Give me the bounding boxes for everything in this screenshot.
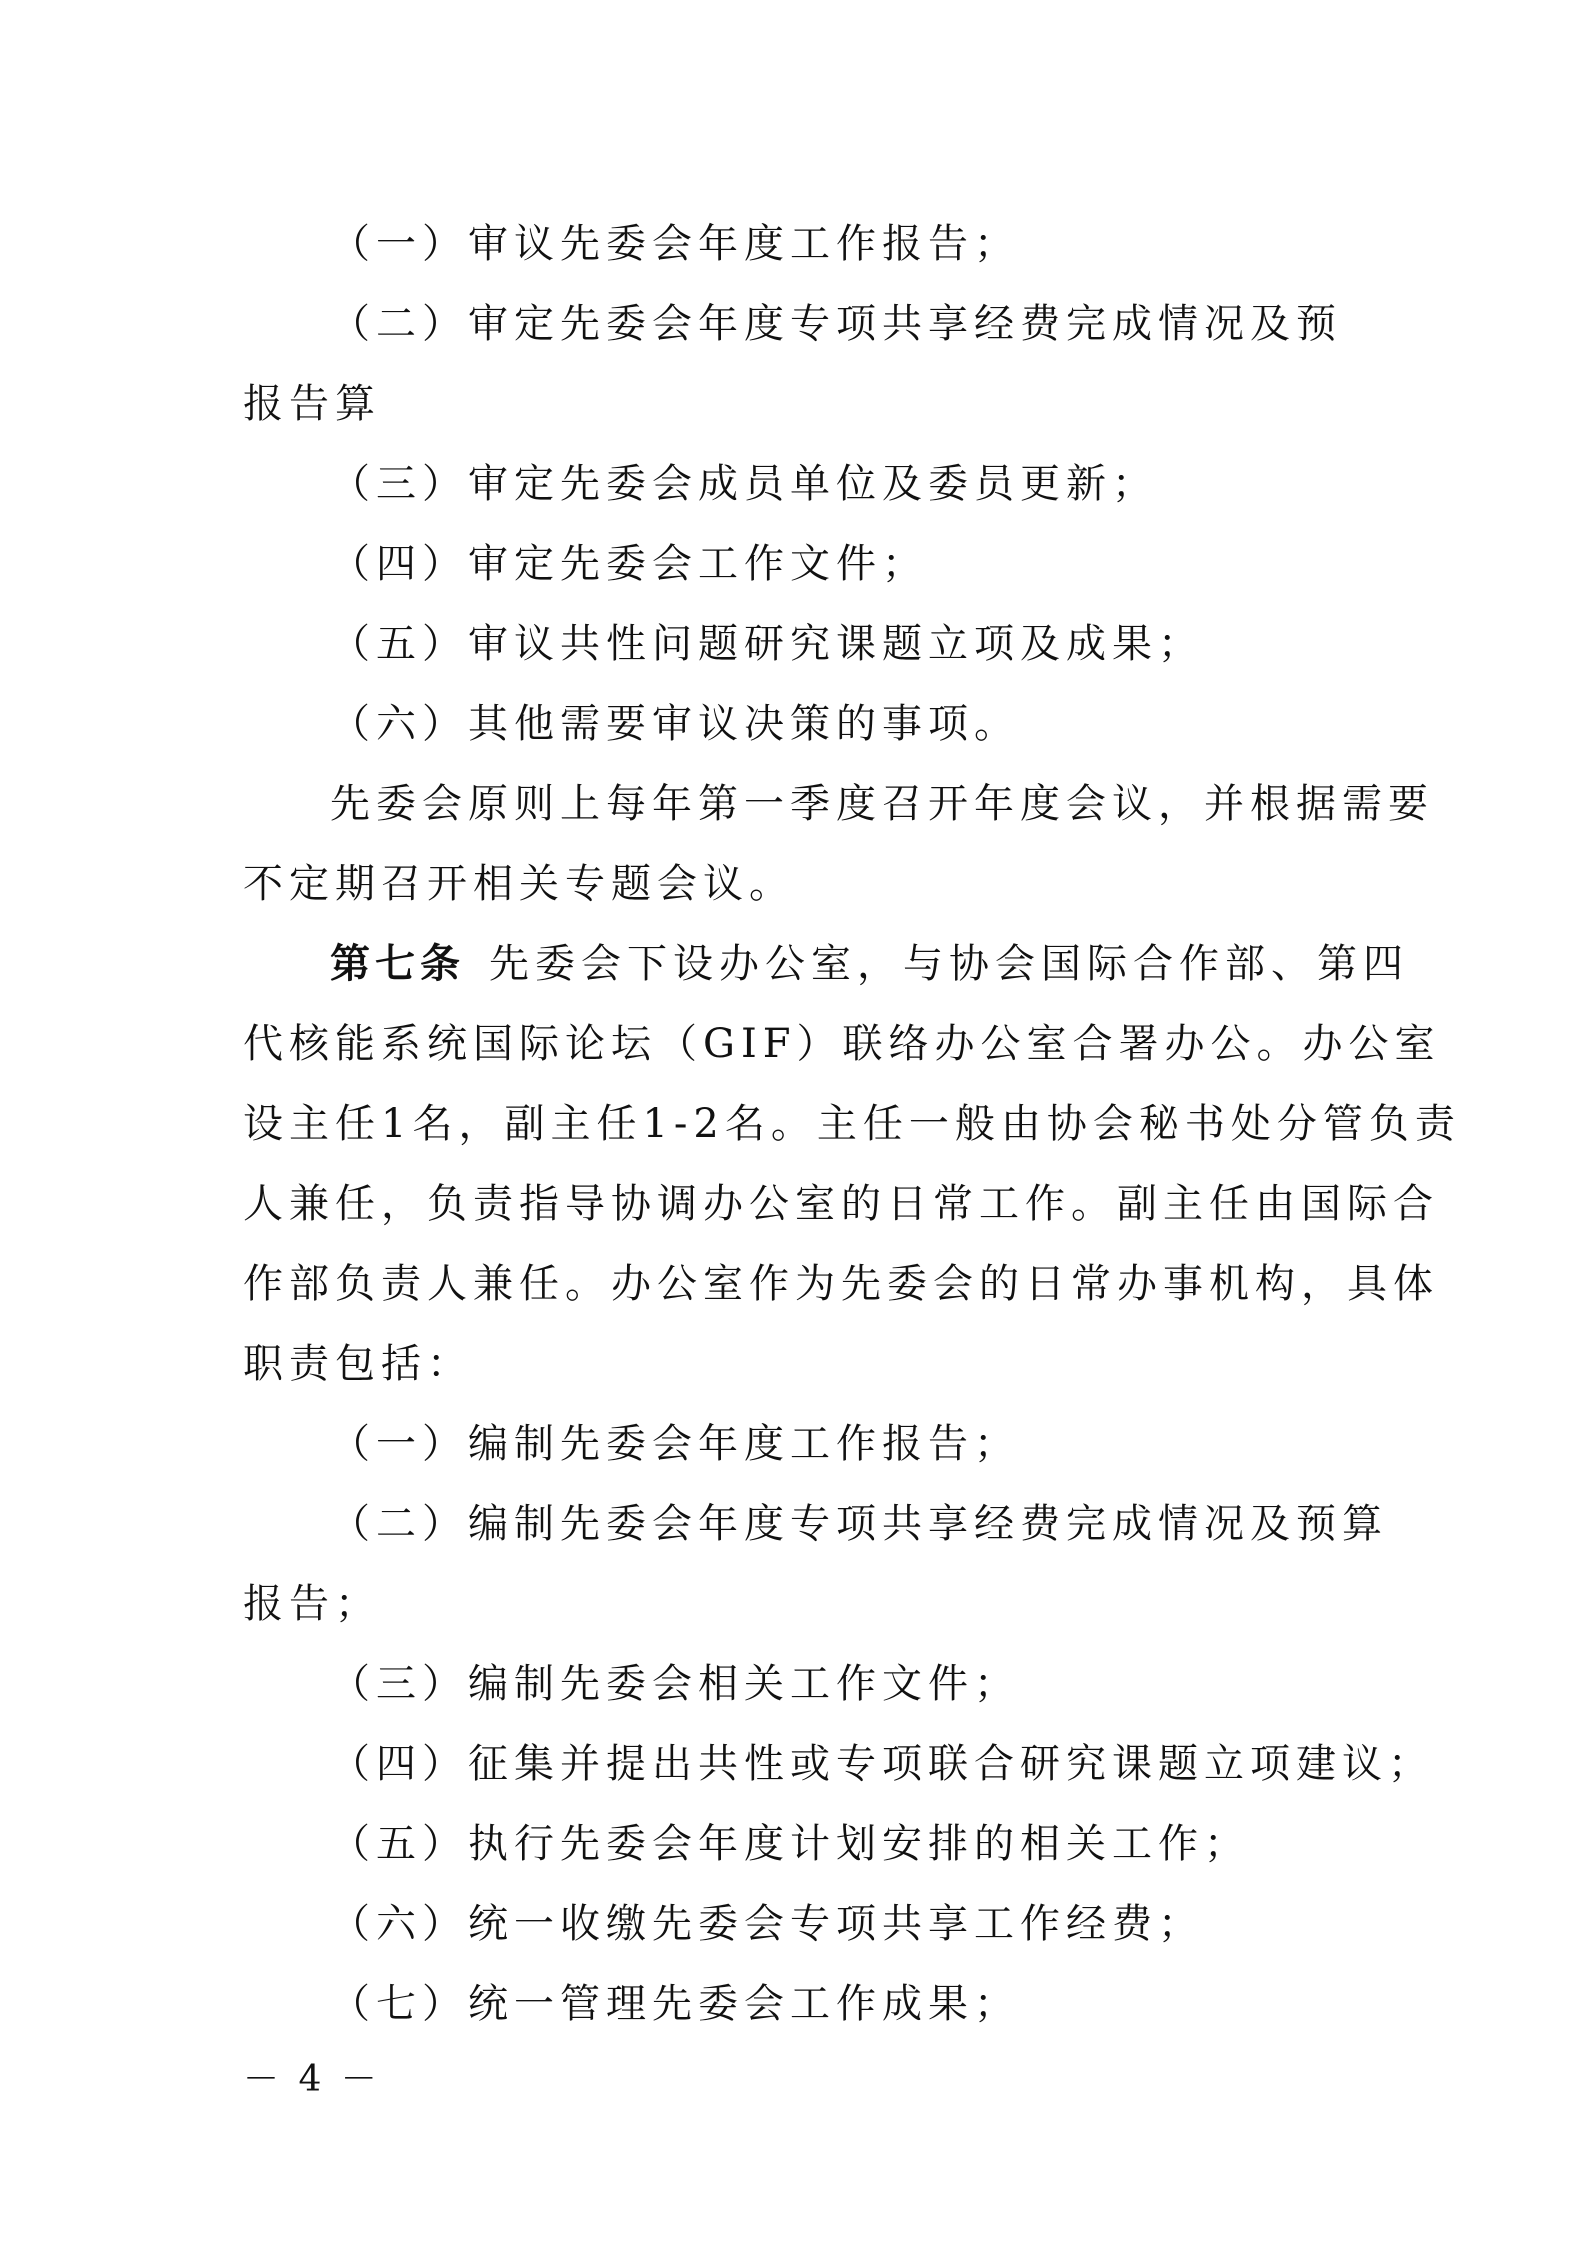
meeting-item-1: （一）审议先委会年度工作报告； (330, 221, 1020, 267)
meeting-item-2: （二）审定先委会年度专项共享经费完成情况及预 (330, 301, 1342, 347)
meeting-item-3: （三）审定先委会成员单位及委员更新； (330, 461, 1158, 507)
page-number: － 4 － (243, 2059, 381, 2100)
meeting-item-6: （六）其他需要审议决策的事项。 (330, 701, 1020, 747)
office-item-2-continued: 报告； (243, 1581, 381, 1627)
article-7-first-line-text: 先委会下设办公室，与协会国际合作部、第四 (489, 941, 1409, 987)
article-7-line-2: 代核能系统国际论坛（GIF）联络办公室合署办公。办公室 (243, 1021, 1441, 1067)
meeting-note-line-1: 先委会原则上每年第一季度召开年度会议，并根据需要 (330, 781, 1434, 827)
article-7-line-6: 职责包括： (243, 1341, 473, 1387)
office-item-5: （五）执行先委会年度计划安排的相关工作； (330, 1821, 1250, 1867)
meeting-item-4: （四）审定先委会工作文件； (330, 541, 928, 587)
article-7-line-5: 作部负责人兼任。办公室作为先委会的日常办事机构，具体 (243, 1261, 1439, 1307)
article-7-line-4: 人兼任，负责指导协调办公室的日常工作。副主任由国际合 (243, 1181, 1439, 1227)
office-item-4: （四）征集并提出共性或专项联合研究课题立项建议； (330, 1741, 1434, 1787)
article-7-first-line (330, 938, 1409, 990)
office-item-1: （一）编制先委会年度工作报告； (330, 1421, 1020, 1467)
office-item-2: （二）编制先委会年度专项共享经费完成情况及预算 (330, 1501, 1388, 1547)
article-7-line-3: 设主任1名，副主任1-2名。主任一般由协会秘书处分管负责 (243, 1101, 1461, 1147)
article-7-label: 第七条 (330, 940, 465, 987)
office-item-7: （七）统一管理先委会工作成果； (330, 1981, 1020, 2027)
meeting-note-line-2: 不定期召开相关专题会议。 (243, 861, 795, 907)
office-item-6: （六）统一收缴先委会专项共享工作经费； (330, 1901, 1204, 1947)
meeting-item-2-continued: 报告算 (243, 381, 381, 427)
office-item-3: （三）编制先委会相关工作文件； (330, 1661, 1020, 1707)
meeting-item-5: （五）审议共性问题研究课题立项及成果； (330, 621, 1204, 667)
